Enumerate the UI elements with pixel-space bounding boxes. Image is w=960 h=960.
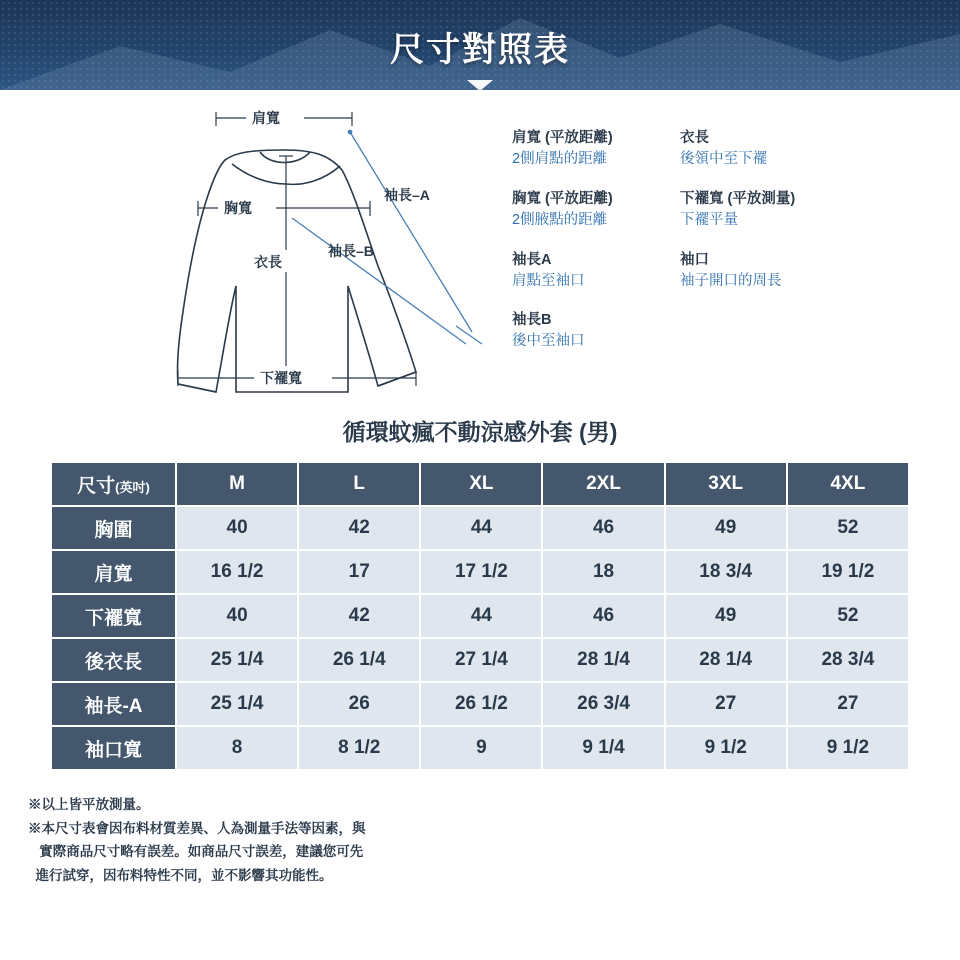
- table-cell: 26: [298, 682, 420, 726]
- label-chest-width: 胸寬: [224, 200, 252, 216]
- column-header-size: L: [298, 462, 420, 506]
- legend-title: 衣長: [680, 130, 709, 146]
- table-row: [51, 682, 909, 726]
- legend-item: [512, 250, 680, 293]
- footnote-line: ※本尺寸表會因布料材質差異、人為測量手法等因素，與: [28, 820, 366, 836]
- table-cell: 18 3/4: [665, 550, 787, 594]
- row-header: 袖口寬: [51, 726, 176, 770]
- column-header-size: M: [176, 462, 298, 506]
- label-body-length: 衣長: [254, 254, 282, 270]
- table-cell: 26 1/4: [298, 638, 420, 682]
- table-cell: 9 1/4: [542, 726, 664, 770]
- row-header: 下襬寬: [51, 594, 176, 638]
- corner-label-main: 尺寸: [77, 475, 116, 497]
- row-header: 胸圍: [51, 506, 176, 550]
- table-cell: 8 1/2: [298, 726, 420, 770]
- page-title: 尺寸對照表: [390, 31, 570, 69]
- table-row: [51, 638, 909, 682]
- table-cell: 52: [787, 506, 909, 550]
- legend-item: [512, 128, 680, 171]
- table-cell: 9 1/2: [787, 726, 909, 770]
- legend-item: [512, 189, 680, 232]
- legend-title: 袖口: [680, 251, 709, 268]
- footnote-line: ※以上皆平放測量。: [28, 797, 150, 812]
- legend-desc: 袖子開口的周長: [680, 272, 782, 289]
- column-header-size: 3XL: [665, 462, 787, 506]
- table-cell: 44: [420, 594, 542, 638]
- size-chart-table: [50, 461, 910, 771]
- corner-label-sub: (英吋): [115, 479, 150, 495]
- legend-item: [680, 310, 942, 353]
- legend-item: [680, 189, 942, 232]
- table-cell: 28 3/4: [787, 638, 909, 682]
- table-cell: 52: [787, 594, 909, 638]
- table-cell: 25 1/4: [176, 638, 298, 682]
- legend-desc: 肩點至袖口: [512, 272, 585, 289]
- table-cell: 16 1/2: [176, 550, 298, 594]
- legend-item: [680, 250, 942, 293]
- footnote-line: 實際商品尺寸略有誤差。如商品尺寸誤差，建議您可先: [28, 844, 364, 860]
- table-cell: 28 1/4: [665, 638, 787, 682]
- table-cell: 17: [298, 550, 420, 594]
- table-cell: 9 1/2: [665, 726, 787, 770]
- table-row: [51, 726, 909, 770]
- table-cell: 26 3/4: [542, 682, 664, 726]
- table-cell: 19 1/2: [787, 550, 909, 594]
- column-header-size: 4XL: [787, 462, 909, 506]
- table-cell: 18: [542, 550, 664, 594]
- column-header-size: XL: [420, 462, 542, 506]
- table-cell: 40: [176, 506, 298, 550]
- row-header: 後衣長: [51, 638, 176, 682]
- banner-arrow-icon: [467, 80, 493, 90]
- table-cell: 49: [665, 594, 787, 638]
- measurement-legend: [512, 128, 942, 353]
- table-cell: 25 1/4: [176, 682, 298, 726]
- measurement-diagram: [0, 90, 960, 410]
- legend-desc: 2側腋點的距離: [512, 211, 608, 228]
- legend-title: 下襬寬 (平放測量): [680, 190, 796, 207]
- table-corner-header: [51, 462, 176, 506]
- label-sleeve-a: 袖長–A: [384, 187, 430, 203]
- legend-title: 胸寬 (平放距離): [512, 190, 613, 207]
- table-cell: 42: [298, 594, 420, 638]
- legend-title: 肩寬 (平放距離): [512, 130, 613, 146]
- table-cell: 8: [176, 726, 298, 770]
- label-sleeve-b: 袖長–B: [328, 243, 374, 259]
- legend-title: 袖長A: [512, 251, 552, 268]
- page-banner: [0, 0, 960, 90]
- table-cell: 17 1/2: [420, 550, 542, 594]
- table-cell: 46: [542, 594, 664, 638]
- legend-desc: 後中至袖口: [512, 333, 585, 350]
- row-header: 肩寬: [51, 550, 176, 594]
- table-cell: 26 1/2: [420, 682, 542, 726]
- legend-item: [680, 128, 942, 171]
- product-name: 循環蚊瘋不動涼感外套 (男): [342, 419, 618, 445]
- footnote-line: 進行試穿，因布料特性不同，並不影響其功能性。: [28, 867, 333, 883]
- table-row: [51, 550, 909, 594]
- garment-illustration: [120, 100, 520, 400]
- legend-desc: 後領中至下襬: [680, 151, 767, 168]
- label-hem-width: 下襬寬: [260, 370, 302, 386]
- label-shoulder-width: 肩寬: [252, 110, 280, 126]
- table-cell: 40: [176, 594, 298, 638]
- table-row: [51, 506, 909, 550]
- row-header: 袖長-A: [51, 682, 176, 726]
- table-cell: 27: [665, 682, 787, 726]
- footnotes: [28, 793, 960, 888]
- column-header-size: 2XL: [542, 462, 664, 506]
- legend-title: 袖長B: [512, 312, 552, 329]
- table-cell: 49: [665, 506, 787, 550]
- table-cell: 46: [542, 506, 664, 550]
- table-cell: 27 1/4: [420, 638, 542, 682]
- legend-desc: 2側肩點的距離: [512, 151, 608, 168]
- table-row: [51, 594, 909, 638]
- legend-desc: 下襬平量: [680, 211, 738, 228]
- table-cell: 42: [298, 506, 420, 550]
- legend-item: [512, 310, 680, 353]
- table-cell: 27: [787, 682, 909, 726]
- table-cell: 28 1/4: [542, 638, 664, 682]
- table-header-row: [51, 462, 909, 506]
- table-cell: 9: [420, 726, 542, 770]
- table-cell: 44: [420, 506, 542, 550]
